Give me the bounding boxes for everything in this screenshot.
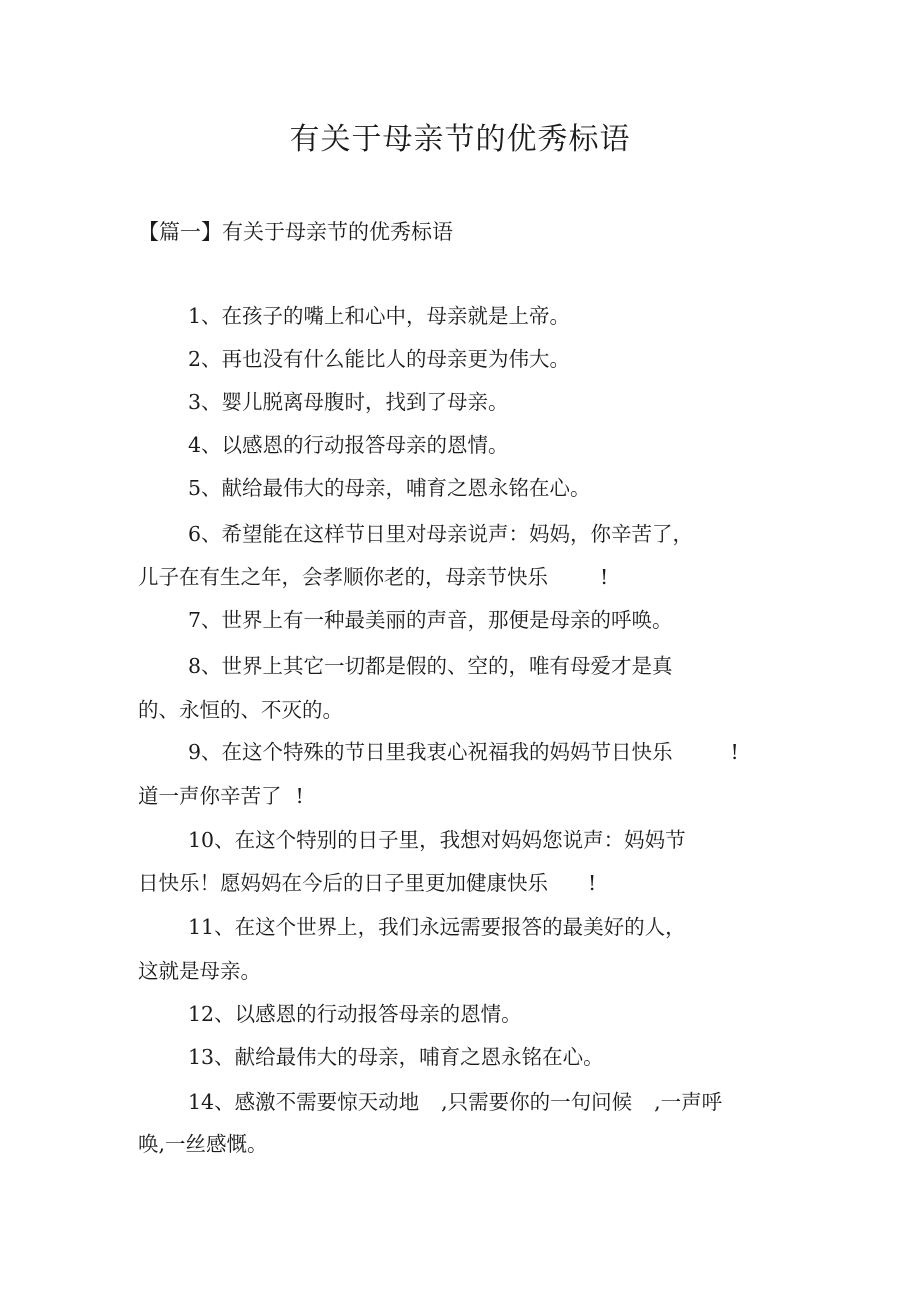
item-line: 11、在这个世界上，我们永远需要报答的最美好的人， [188, 915, 686, 939]
item-line-text: 9、在这个特殊的节日里我衷心祝福我的妈妈节日快乐 [188, 740, 673, 764]
item-line: 3、婴儿脱离母腹时，找到了母亲。 [188, 390, 509, 414]
list-item-continuation [138, 774, 788, 818]
list-item-continuation [138, 1122, 788, 1166]
list-item [138, 1035, 788, 1079]
item-line-punct: ! [295, 784, 304, 808]
list-item [138, 644, 788, 688]
item-line: 这就是母亲。 [138, 959, 261, 983]
item-line: 的、永恒的、不灭的。 [138, 698, 343, 722]
item-line: 5、献给最伟大的母亲，哺育之恩永铭在心。 [188, 476, 591, 500]
item-line: 儿子在有生之年，会孝顺你老的，母亲节快乐 [138, 565, 548, 589]
item-line: 6、希望能在这样节日里对母亲说声：妈妈，你辛苦了， [188, 522, 694, 546]
item-line: 唤,一丝感慨。 [138, 1132, 268, 1156]
list-item-continuation [138, 949, 788, 993]
list-item [138, 337, 788, 381]
item-line [138, 730, 788, 774]
list-item-continuation [138, 555, 788, 599]
document-title: 有关于母亲节的优秀标语 [289, 122, 631, 157]
item-line: 1、在孩子的嘴上和心中，母亲就是上帝。 [188, 304, 571, 328]
item-line-punct: ! [600, 565, 609, 589]
item-line: 8、世界上其它一切都是假的、空的，唯有母爱才是真 [188, 654, 673, 678]
list-item [138, 423, 788, 467]
item-line: 7、世界上有一种最美丽的声音，那便是母亲的呼唤。 [188, 608, 673, 632]
list-item [138, 294, 788, 338]
list-item [138, 1080, 788, 1124]
item-line: 2、再也没有什么能比人的母亲更为伟大。 [188, 347, 571, 371]
list-item [138, 905, 788, 949]
item-line: 日快乐！愿妈妈在今后的日子里更加健康快乐 [138, 871, 548, 895]
item-line: 13、献给最伟大的母亲，哺育之恩永铭在心。 [188, 1045, 604, 1069]
list-item [138, 818, 788, 862]
list-item [138, 992, 788, 1036]
item-line-punct: ! [730, 740, 739, 764]
list-item-continuation [138, 688, 788, 732]
item-line: 4、以感恩的行动报答母亲的恩情。 [188, 433, 509, 457]
list-item [138, 512, 788, 556]
item-line: 道一声你辛苦了 [138, 784, 282, 808]
item-line-text: ,只需要你的一句问候 [441, 1090, 633, 1114]
item-line [138, 1080, 788, 1124]
item-line: 12、以感恩的行动报答母亲的恩情。 [188, 1002, 522, 1026]
item-line-text: ,一声呼 [654, 1090, 723, 1114]
list-item-continuation [138, 861, 788, 905]
section-heading: 【篇一】有关于母亲节的优秀标语 [138, 220, 453, 244]
item-line-punct: ! [588, 871, 597, 895]
list-item [138, 730, 788, 774]
item-line-text: 14、感激不需要惊天动地 [188, 1090, 420, 1114]
list-item [138, 380, 788, 424]
item-line: 10、在这个特别的日子里，我想对妈妈您说声：妈妈节 [188, 828, 686, 852]
list-item [138, 598, 788, 642]
list-item [138, 466, 788, 510]
